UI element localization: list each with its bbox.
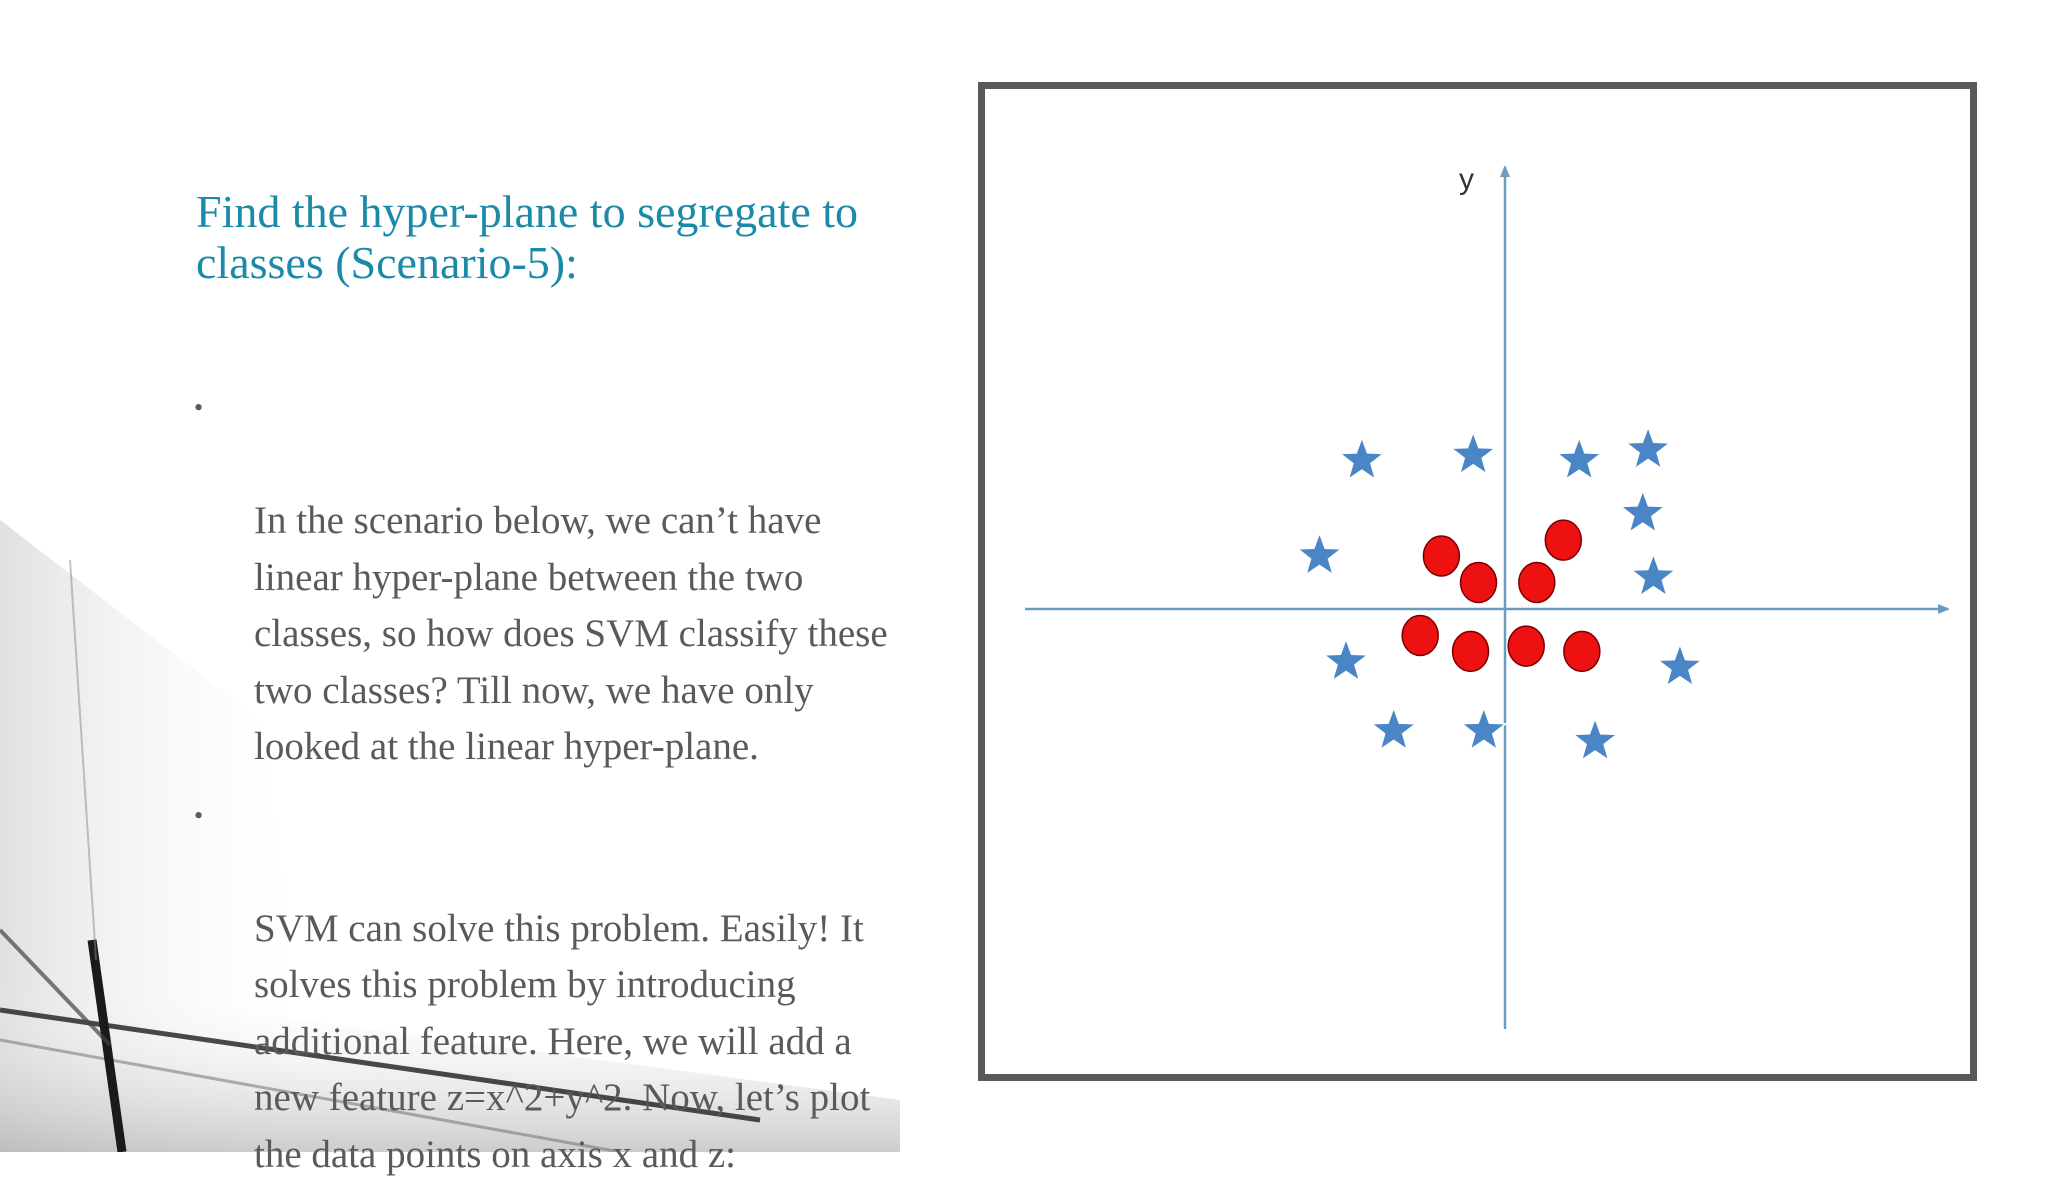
star-point [1298, 533, 1342, 575]
bullet-dot: • [194, 393, 204, 422]
star-point [1462, 708, 1506, 750]
circle-point [1564, 631, 1600, 671]
circle-point [1423, 536, 1459, 576]
star-point [1658, 644, 1702, 686]
star-point [1626, 427, 1670, 469]
bullet-item [190, 788, 910, 1184]
star-point [1451, 432, 1495, 474]
star-point [1324, 639, 1368, 681]
circle-point [1461, 563, 1497, 603]
y-axis-label: y [1459, 163, 1474, 196]
bullet-dot: • [194, 800, 204, 830]
star-point [1621, 491, 1665, 533]
data-points [1298, 427, 1702, 760]
bullet-list [190, 380, 910, 1195]
circle-point [1402, 616, 1438, 656]
bullet-text: In the scenario below, we can’t have linear hyper-plane between the two classes, so how does SVM classify these two classes? Till now, we have only looked at the linear hyper-plane. [254, 499, 888, 768]
star-point [1372, 708, 1416, 750]
slide-title: Find the hyper-plane to segregate to classes (Scenario-5): [196, 186, 859, 288]
scatter-chart [985, 89, 1970, 1074]
star-point [1573, 719, 1617, 761]
circle-point [1508, 626, 1544, 666]
circle-point [1545, 520, 1581, 560]
chart-frame [978, 82, 1977, 1081]
circle-point [1519, 563, 1555, 603]
circle-point [1453, 631, 1489, 671]
star-point [1557, 438, 1601, 480]
star-point [1632, 554, 1676, 596]
bullet-text: SVM can solve this problem. Easily! It solves this problem by introducing additional feature. Here, we will add a new feature z=x^2+y^2. Now, let’s plot the data points on axis x and z: [254, 906, 871, 1176]
bullet-item [190, 380, 910, 776]
star-point [1340, 438, 1384, 480]
